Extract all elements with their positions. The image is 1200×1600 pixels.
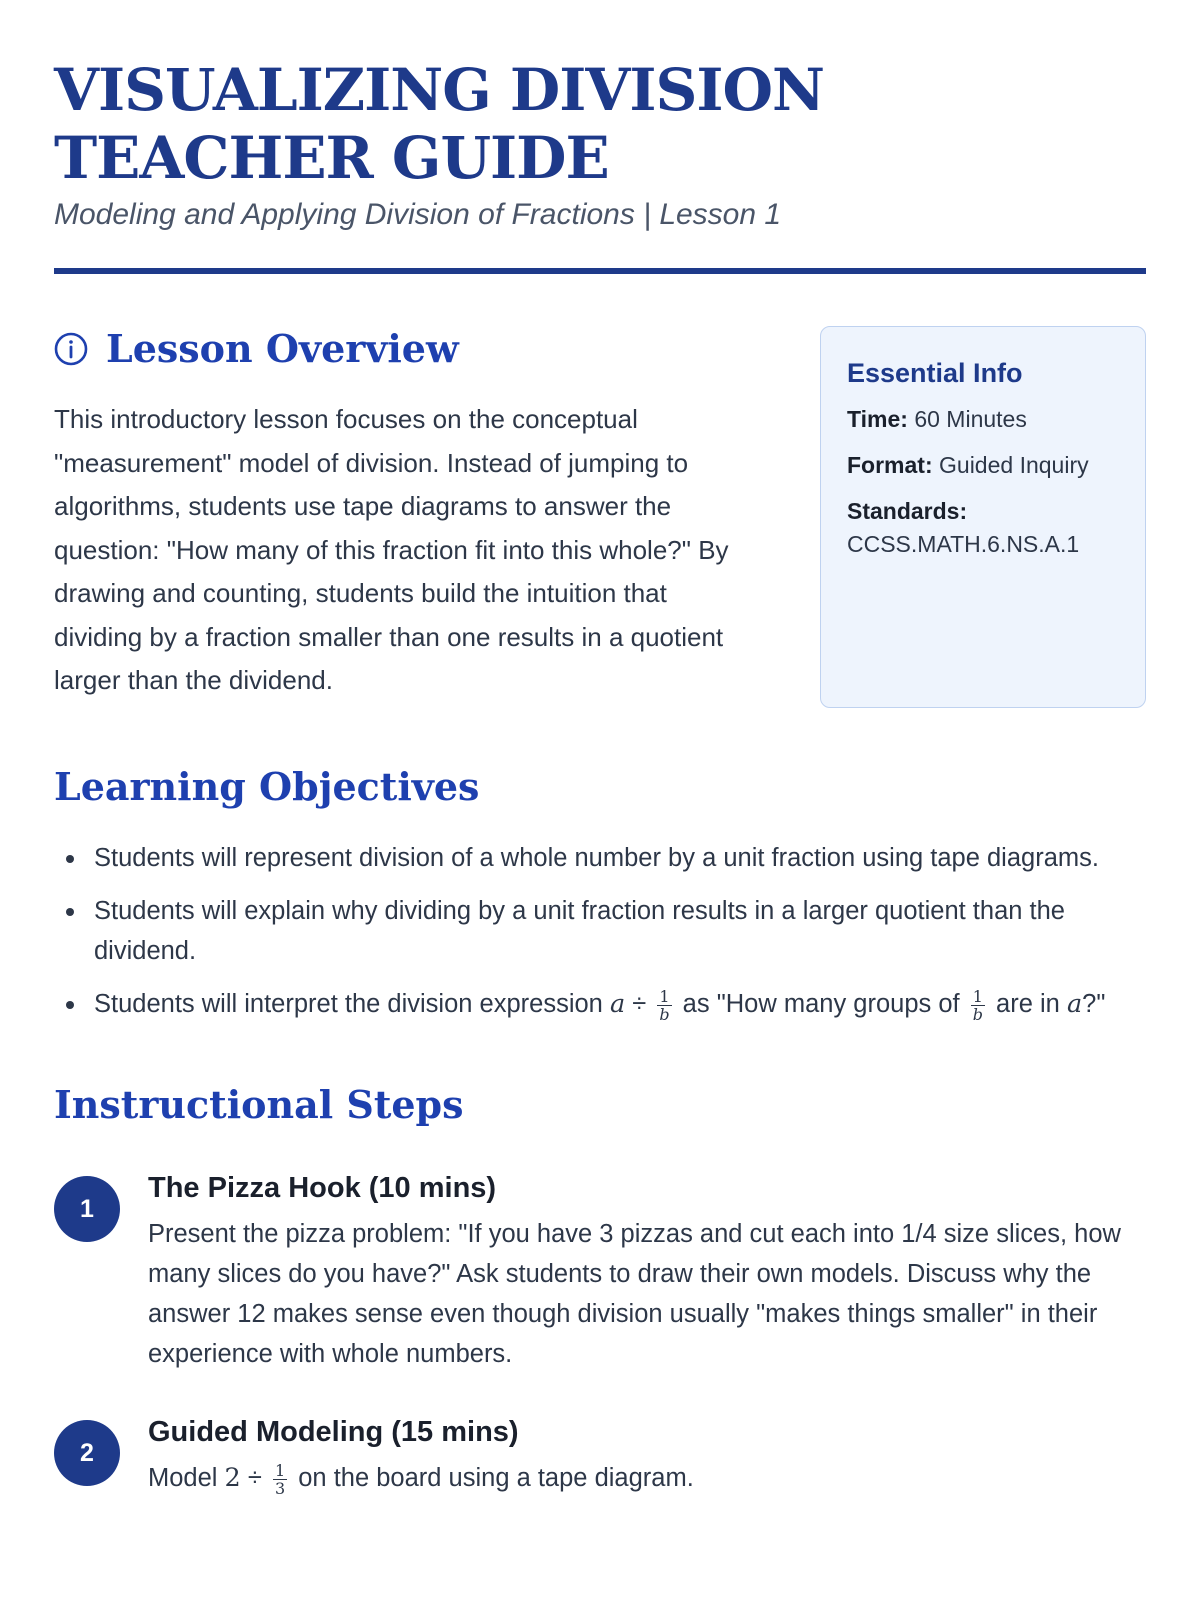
essential-info-heading: Essential Info [847,358,1023,388]
step-text-part2: on the board using a tape diagram. [298,1464,694,1492]
step-text [148,1458,1146,1498]
fraction-denominator: b [659,1004,670,1024]
essential-info-box [820,326,1146,708]
objectives-section [54,764,1146,1024]
objective-text-part1: Students will interpret the division expression [94,990,603,1018]
step-text-part1: Model [148,1464,218,1492]
objective-text: Students will represent division of a whole number by a unit fraction using tape diagrams. [94,844,1099,872]
step-title: The Pizza Hook (10 mins) [148,1172,497,1204]
overview-main [54,326,754,708]
step-number-badge: 1 [54,1176,120,1242]
info-format-label: Format: [847,452,933,478]
list-item [54,838,1146,878]
objective-text-part4: ?" [1082,990,1106,1018]
page-subtitle: Modeling and Applying Division of Fractions | Lesson 1 [54,198,782,231]
fraction [273,1462,287,1497]
steps-heading: Instructional Steps [54,1082,464,1127]
objective-text-part2: as "How many groups of [682,990,960,1018]
bullet-icon [66,1001,74,1009]
objectives-list [54,838,1146,1024]
step-item [54,1168,1146,1374]
math-variable: a [609,989,626,1019]
step-item [54,1412,1146,1498]
list-item [54,891,1146,971]
fraction-numerator: 1 [274,1460,286,1480]
fraction-numerator: 1 [657,988,671,1006]
objective-text-part3: are in [996,990,1060,1018]
fraction [657,988,671,1023]
title-divider [54,268,1146,274]
math-variable: a [1066,989,1083,1019]
math-operator: ÷ [632,990,647,1018]
overview-section [54,326,1146,708]
list-item [54,984,1146,1024]
info-icon [54,332,88,366]
page-title: VISUALIZING DIVISION TEACHER GUIDE [54,56,825,192]
info-time-label: Time: [847,406,908,432]
overview-heading [54,326,754,372]
steps-section [54,1082,1146,1498]
info-standards-value: CCSS.MATH.6.NS.A.1 [847,531,1080,557]
info-standards [847,495,1119,561]
step-body [148,1168,1146,1374]
fraction-numerator: 1 [971,988,985,1006]
fraction-denominator: 3 [274,1478,286,1498]
info-format-value: Guided Inquiry [939,452,1089,478]
bullet-icon [66,908,74,916]
step-body [148,1412,1146,1498]
info-time [847,403,1119,436]
info-standards-label: Standards: [847,498,968,524]
objectives-heading: Learning Objectives [54,764,480,809]
info-format [847,449,1119,482]
step-number-badge: 2 [54,1420,120,1486]
objective-text: Students will explain why dividing by a unit fraction results in a larger quotient than the dividend. [94,897,1065,965]
step-text: Present the pizza problem: "If you have 3 pizzas and cut each into 1/4 size slices, how many slices do you have?" Ask students to draw their own models. Discuss why the answer 12 makes sense even though division usually "makes things smaller" in their experience with whole numbers. [148,1220,1121,1368]
overview-heading-text: Lesson Overview [106,326,459,371]
fraction-denominator: b [972,1004,983,1024]
fraction [971,988,985,1023]
bullet-icon [66,855,74,863]
math-operator: ÷ [247,1464,262,1492]
math-number: 2 [224,1463,241,1493]
info-time-value: 60 Minutes [914,406,1027,432]
overview-paragraph: This introductory lesson focuses on the conceptual "measurement" model of division. Instead of jumping to algorithms, students use tape diagrams to answer the question: "How many of this fraction fit into this whole?" By drawing and counting, students build the intuition that dividing by a fraction smaller than one results in a quotient larger than the dividend. [54,404,729,695]
step-title: Guided Modeling (15 mins) [148,1416,519,1448]
